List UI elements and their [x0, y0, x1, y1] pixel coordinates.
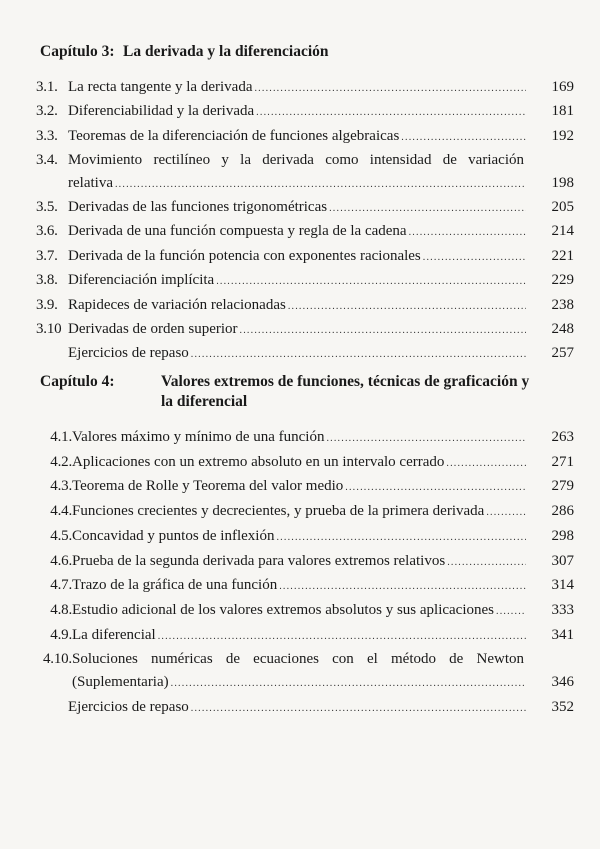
dot-leader [496, 601, 526, 624]
toc-entry[interactable] [34, 318, 574, 342]
section-number: 3.3. [36, 127, 58, 144]
page-number: 198 [551, 174, 574, 191]
section-title: Prueba de la segunda derivada para valores extremos relativos [72, 552, 446, 569]
section-title: Derivada de una función compuesta y regla de la cadena [68, 223, 407, 240]
page-number: 181 [551, 103, 574, 120]
section-title: Trazo de la gráfica de una función [72, 577, 278, 594]
chapter-title: La derivada y la diferenciación [123, 43, 329, 60]
dot-leader [423, 247, 526, 269]
dot-leader [254, 78, 526, 100]
dot-leader [158, 626, 526, 649]
section-title: La diferencial [72, 626, 156, 643]
chapter-3 [34, 42, 574, 367]
toc-entry-review[interactable] [34, 342, 574, 366]
toc-list [34, 426, 574, 720]
dot-leader [115, 174, 526, 196]
section-number: 4.3. [50, 478, 72, 495]
dot-leader [486, 502, 526, 525]
dot-leader [256, 102, 526, 124]
section-title: Concavidad y puntos de inflexión [72, 527, 275, 544]
chapter-label: Capítulo 4: [40, 373, 115, 390]
page-number: 346 [551, 674, 574, 691]
section-number: 4.4. [50, 503, 72, 520]
chapter-label: Capítulo 3: [40, 43, 115, 60]
section-number: 4.1. [50, 429, 72, 445]
toc-list [34, 76, 574, 367]
toc-entry[interactable] [34, 451, 574, 476]
section-title: Ejercicios de repaso [68, 345, 189, 362]
chapter-heading [40, 372, 574, 412]
dot-leader [446, 453, 526, 476]
toc-entry[interactable] [34, 220, 574, 244]
toc-entry[interactable] [34, 648, 574, 695]
toc-entry-review[interactable] [34, 696, 574, 721]
section-title: Diferenciación implícita [68, 272, 215, 289]
dot-leader [171, 673, 526, 696]
section-title: Teorema de Rolle y Teorema del valor medio [72, 478, 344, 495]
section-number: 4.6. [50, 552, 72, 569]
dot-leader [329, 198, 526, 220]
page-number: 169 [551, 79, 574, 95]
page-number: 286 [551, 503, 574, 520]
section-title: Derivadas de las funciones trigonométricas [68, 199, 328, 216]
section-title: Derivadas de orden superior [68, 321, 238, 338]
dot-leader [345, 477, 526, 500]
toc-entry[interactable] [34, 149, 574, 196]
section-title: Funciones crecientes y decrecientes, y prueba de la primera derivada [72, 503, 485, 520]
page-number: 229 [551, 272, 574, 289]
page-number: 205 [551, 199, 574, 216]
dot-leader [447, 552, 526, 575]
section-number: 3.1. [36, 79, 58, 95]
section-number: 4.7. [50, 577, 72, 594]
dot-leader [288, 296, 526, 318]
page-number: 298 [551, 527, 574, 544]
dot-leader [279, 576, 526, 599]
toc-entry[interactable] [34, 624, 574, 649]
dot-leader [409, 222, 526, 244]
section-number: 3.5. [36, 199, 58, 216]
toc-entry[interactable] [34, 574, 574, 599]
dot-leader [276, 527, 526, 550]
dot-leader [326, 428, 526, 451]
section-title: Derivada de la función potencia con exponentes racionales [68, 247, 421, 264]
page-number: 221 [551, 247, 574, 264]
section-number: 4.2. [50, 453, 72, 470]
section-number: 4.5. [50, 527, 72, 544]
toc-entry[interactable] [34, 245, 574, 269]
page-number: 307 [551, 552, 574, 569]
section-title: Teoremas de la diferenciación de funciones algebraicas [68, 127, 400, 144]
section-title: Estudio adicional de los valores extremos absolutos y sus aplicaciones [72, 601, 494, 618]
section-title: Aplicaciones con un extremo absoluto en un intervalo cerrado [72, 453, 445, 470]
page-number: 257 [551, 345, 574, 362]
page-number: 341 [551, 626, 574, 643]
dot-leader [216, 271, 526, 293]
section-number: 3.6. [36, 223, 58, 240]
page-number: 352 [551, 698, 574, 715]
section-number: 3.4. [36, 152, 58, 169]
section-number: 3.9. [36, 296, 58, 313]
page-number: 271 [551, 453, 574, 470]
toc-entry[interactable] [34, 599, 574, 624]
toc-entry[interactable] [34, 76, 574, 100]
chapter-heading [40, 42, 574, 62]
section-number: 3.8. [36, 272, 58, 289]
section-number: 4.9. [50, 626, 72, 643]
section-title: La recta tangente y la derivada [68, 79, 253, 95]
chapter-4 [34, 372, 574, 720]
section-number: 3.2. [36, 103, 58, 120]
dot-leader [191, 698, 526, 721]
page-number: 263 [551, 429, 574, 445]
section-title: Rapideces de variación relacionadas [68, 296, 286, 313]
toc-entry[interactable] [34, 196, 574, 220]
dot-leader [191, 344, 526, 366]
toc-entry[interactable] [34, 269, 574, 293]
section-title: Valores máximo y mínimo de una función [72, 429, 325, 445]
section-title-line1: Movimiento rectilíneo y la derivada como intensidad de variación [68, 152, 524, 169]
chapter-title-line2: la diferencial [161, 393, 248, 410]
dot-leader [240, 320, 526, 342]
page-number: 214 [551, 223, 574, 240]
section-title-line1: Soluciones numéricas de ecuaciones con el método de Newton [72, 651, 524, 668]
page-number: 314 [551, 577, 574, 594]
toc-entry[interactable] [34, 426, 574, 451]
toc-entry[interactable] [34, 525, 574, 550]
toc-entry[interactable] [34, 100, 574, 124]
section-number: 4.8. [50, 601, 72, 618]
section-title-line2: (Suplementaria) [72, 674, 169, 691]
page-number: 279 [551, 478, 574, 495]
section-title-line2: relativa [68, 174, 113, 191]
page-number: 333 [551, 601, 574, 618]
section-number: 4.10. [42, 651, 72, 668]
toc-entry[interactable] [34, 294, 574, 318]
section-number: 3.7. [36, 247, 58, 264]
chapter-title-line1: Valores extremos de funciones, técnicas de graficación y [161, 373, 530, 390]
toc-entry[interactable] [34, 125, 574, 149]
page-number: 248 [551, 321, 574, 338]
toc-entry[interactable] [34, 550, 574, 575]
toc-entry[interactable] [34, 475, 574, 500]
toc-entry[interactable] [34, 500, 574, 525]
page-number: 192 [551, 127, 574, 144]
section-number: 3.10 [36, 321, 62, 338]
dot-leader [401, 127, 526, 149]
section-title: Ejercicios de repaso [68, 698, 189, 715]
page-number: 238 [551, 296, 574, 313]
section-title: Diferenciabilidad y la derivada [68, 103, 255, 120]
